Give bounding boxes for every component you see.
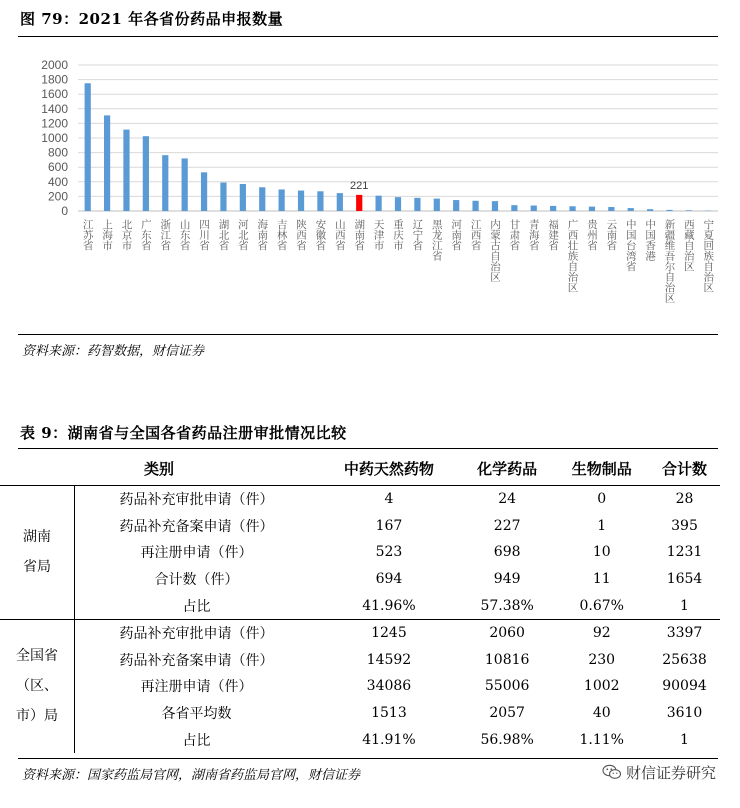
table-cell: 56.98% [480,731,534,748]
x-tick-label: 西藏自治区 [682,219,695,272]
x-tick-label: 中国香港 [644,219,657,261]
y-tick-label: 2000 [41,58,68,72]
bar-27 [589,207,595,211]
table-row [0,539,720,566]
table-cell: 3610 [666,705,703,722]
x-tick-label: 河南省 [450,219,463,251]
y-tick-label: 400 [47,174,68,189]
table-cell: 1231 [666,544,703,561]
x-tick-label: 甘肃省 [508,219,521,251]
table-cell: 90094 [662,678,707,695]
bar-17 [395,197,401,211]
watermark-text: 财信证券研究 [625,764,716,782]
x-tick-label: 海南省 [256,219,269,251]
y-tick-label: 800 [47,145,68,160]
table-cell: 1245 [318,619,460,646]
x-tick-label: 广西壮族自治区 [566,219,579,293]
bar-31 [666,210,672,211]
header-tcm: 中药天然药物 [318,452,460,486]
x-tick-label: 广东省 [139,219,152,251]
table-cell: 24 [498,491,517,508]
x-tick-label: 安徽省 [314,219,327,251]
bar-6 [182,158,188,211]
table-cell: 1 [680,731,689,748]
group-label: 全国省 （区、 市）局 [0,619,75,752]
row-label: 药品补充审批申请（件） [75,619,319,646]
bar-2 [104,115,110,211]
bar-21 [472,201,478,211]
bar-29 [628,208,634,211]
bar-12 [298,191,304,211]
table-cell: 167 [375,517,403,534]
table-cell: 1 [597,517,607,534]
x-tick-label: 北京市 [120,219,133,251]
x-tick-label: 山西省 [333,219,346,251]
bar-3 [123,130,129,211]
table-row [0,566,720,593]
header-biological: 生物制品 [554,452,649,486]
bar-23 [511,205,517,211]
y-tick-label: 1200 [41,116,68,131]
x-tick-label: 吉林省 [275,219,288,251]
table-cell: 227 [493,517,521,534]
row-label: 再注册申请（件） [140,545,253,562]
bar-1 [85,83,91,211]
table-source: 资料来源：国家药监局官网，湖南省药监局官网，财信证券 [22,768,361,783]
table-row [0,647,720,674]
bar-7 [201,172,207,211]
x-tick-label: 青海省 [527,219,540,251]
bar-25 [550,206,556,211]
figure-title: 图 79：2021 年各省份药品申报数量 [20,10,284,28]
bar-19 [434,199,440,211]
table-cell: 1.11% [579,731,624,748]
x-tick-label: 上海市 [101,219,114,251]
table-cell: 10 [592,544,611,561]
x-tick-label: 宁夏回族自治区 [702,219,715,293]
table-cell: 1 [680,597,689,614]
bar-16 [376,196,382,211]
bar-14 [337,193,343,211]
y-tick-label: 1600 [41,87,68,102]
y-tick-label: 1000 [41,131,68,145]
table-cell: 1513 [371,705,407,722]
table-cell: 698 [493,544,521,561]
table-row [0,726,720,753]
table-cell: 41.96% [362,597,416,614]
bar-5 [162,155,168,211]
x-tick-label: 浙江省 [159,219,172,251]
x-tick-label: 中国台湾省 [624,219,637,272]
table-row [0,700,720,727]
bar-24 [531,206,537,211]
bar-32 [686,210,692,211]
table-cell: 55006 [484,678,530,695]
bar-22 [492,201,498,211]
table-cell: 395 [671,517,698,534]
row-label: 占比 [182,732,211,749]
header-chemical: 化学药品 [460,452,555,486]
table-cell: 0 [597,491,607,508]
row-label: 占比 [182,598,211,615]
table-cell: 949 [493,571,521,588]
comparison-table [0,452,720,753]
x-tick-label: 云南省 [605,219,618,251]
bar-18 [414,198,420,211]
bar-13 [317,191,323,211]
table-cell: 2057 [489,705,525,722]
table-cell: 57.38% [480,597,534,614]
row-label: 各省平均数 [161,706,232,723]
table-cell: 41.91% [362,731,416,748]
x-tick-label: 江苏省 [81,219,94,251]
bar-30 [647,209,653,211]
table-cell: 92 [554,619,649,646]
x-tick-label: 辽宁省 [411,219,424,251]
x-tick-label: 湖南省 [353,219,366,251]
x-tick-label: 贵州省 [585,219,598,251]
x-tick-label: 新疆维吾尔自治区 [663,219,676,303]
table-cell: 0.67% [579,597,624,614]
group-label: 湖南 省局 [0,486,75,620]
table-cell: 523 [375,544,403,561]
row-label: 药品补充审批申请（件） [119,492,274,509]
header-category: 类别 [0,452,318,486]
watermark [602,762,716,784]
x-tick-label: 天津市 [372,219,385,251]
x-tick-label: 山东省 [178,219,191,251]
bar-4 [143,136,149,211]
row-label: 药品补充备案申请（件） [119,518,274,535]
bar-10 [259,187,265,211]
x-tick-label: 河北省 [236,219,249,251]
table-cell: 11 [592,571,611,588]
table-top-rule [18,448,718,449]
y-tick-label: 1800 [41,72,68,87]
x-tick-label: 江西省 [469,219,482,251]
table-row [0,486,720,513]
table-row [0,673,720,700]
table-cell: 25638 [662,651,707,668]
wechat-icon [602,764,622,784]
table-cell: 14592 [366,651,412,668]
table-bottom-rule [18,758,718,759]
x-tick-label: 福建省 [547,219,560,251]
bar-26 [569,206,575,211]
header-total: 合计数 [649,452,720,486]
row-label: 合计数（件） [154,572,239,589]
y-tick-label: 0 [61,204,68,218]
y-tick-label: 1400 [41,101,68,116]
table-title: 表 9：湖南省与全国各省药品注册审批情况比较 [20,424,347,442]
table-row [0,592,720,619]
row-label: 再注册申请（件） [140,679,253,696]
table-cell: 230 [588,651,616,668]
x-tick-label: 四川省 [198,219,211,251]
bar-11 [279,189,285,211]
table-cell: 694 [375,571,403,588]
bar-15 [356,195,362,211]
figure-bottom-rule [18,334,718,335]
x-tick-label: 黑龙江省 [430,219,443,261]
bar-chart [0,0,740,335]
bar-20 [453,200,459,211]
bar-8 [220,183,226,211]
table-cell: 10816 [484,651,530,668]
x-tick-label: 湖北省 [217,219,230,251]
table-cell: 40 [592,705,611,722]
table-cell: 28 [675,491,694,508]
y-tick-label: 600 [47,160,68,175]
table-row [0,513,720,540]
table-cell: 2060 [460,619,555,646]
table-cell: 4 [384,491,394,508]
bar-28 [608,207,614,211]
table-cell: 1654 [666,571,703,588]
row-label: 药品补充备案申请（件） [119,652,274,669]
x-tick-label: 内蒙古自治区 [488,219,501,282]
table-cell: 1002 [583,678,620,695]
x-tick-label: 陕西省 [295,219,308,251]
table-cell: 3397 [649,619,720,646]
highlight-data-label: 221 [350,179,369,192]
x-tick-label: 重庆市 [392,219,404,251]
y-tick-label: 200 [47,189,68,204]
table-row [0,619,720,646]
table-cell: 34086 [366,678,412,695]
bar-9 [240,184,246,211]
figure-source: 资料来源：药智数据，财信证券 [22,344,205,359]
